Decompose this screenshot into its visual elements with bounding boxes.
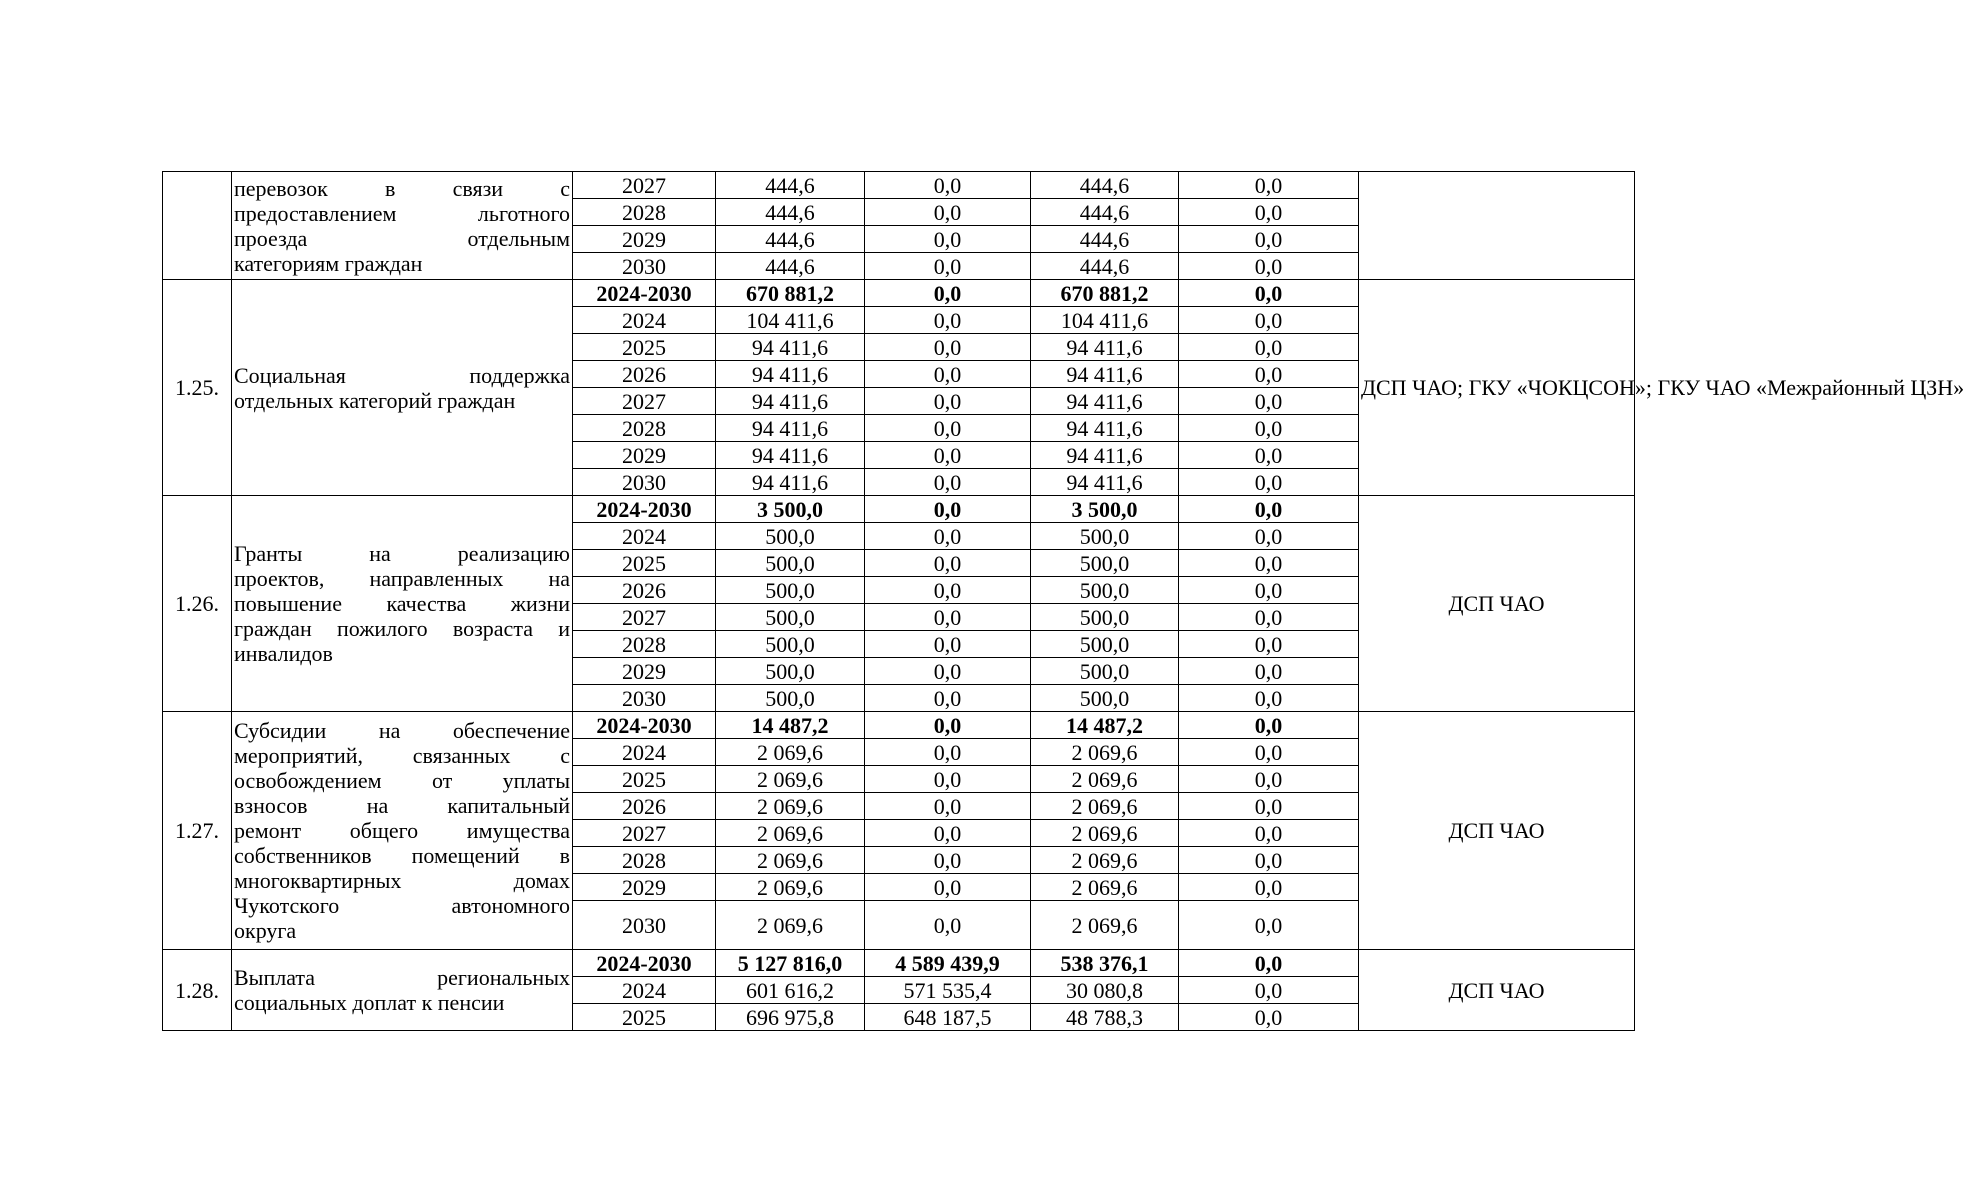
description-line: предоставлением льготного [234,200,570,226]
amount-cell: 2 069,6 [716,874,865,901]
description-line: социальных доплат к пенсии [234,990,505,1015]
amount-cell: 94 411,6 [1031,361,1179,388]
year-cell: 2026 [573,577,716,604]
amount-cell: 0,0 [865,361,1031,388]
year-cell: 2030 [573,685,716,712]
amount-cell: 0,0 [1179,253,1359,280]
amount-cell: 500,0 [716,631,865,658]
amount-cell: 0,0 [865,172,1031,199]
amount-cell: 444,6 [716,172,865,199]
amount-cell: 94 411,6 [716,442,865,469]
amount-cell: 500,0 [1031,523,1179,550]
amount-cell: 0,0 [865,496,1031,523]
year-cell: 2024-2030 [573,950,716,977]
amount-cell: 500,0 [716,523,865,550]
table-row [163,950,1635,977]
amount-cell: 2 069,6 [716,793,865,820]
amount-cell: 0,0 [865,226,1031,253]
amount-cell: 2 069,6 [1031,793,1179,820]
amount-cell: 48 788,3 [1031,1004,1179,1031]
amount-cell: 0,0 [1179,1004,1359,1031]
year-cell: 2030 [573,253,716,280]
amount-cell: 2 069,6 [1031,766,1179,793]
amount-cell: 94 411,6 [716,388,865,415]
responsible-executor: ДСП ЧАО; ГКУ «ЧОКЦСОН»; ГКУ ЧАО «Межрайонный ЦЗН» [1359,280,1635,496]
amount-cell: 0,0 [1179,766,1359,793]
amount-cell: 0,0 [1179,874,1359,901]
amount-cell: 2 069,6 [716,766,865,793]
year-cell: 2030 [573,901,716,950]
budget-table [162,171,1964,1031]
year-cell: 2024 [573,307,716,334]
amount-cell: 0,0 [865,280,1031,307]
item-number [163,172,232,280]
amount-cell: 0,0 [865,793,1031,820]
amount-cell: 0,0 [1179,496,1359,523]
amount-cell: 0,0 [865,847,1031,874]
description-line: мероприятий, связанных с [234,743,570,768]
amount-cell: 2 069,6 [716,901,865,950]
description-line: перевозок в связи с [234,175,570,201]
year-cell: 2025 [573,1004,716,1031]
item-description [232,172,573,280]
item-number: 1.25. [163,280,232,496]
amount-cell: 0,0 [1179,550,1359,577]
amount-cell: 601 616,2 [716,977,865,1004]
amount-cell: 0,0 [865,307,1031,334]
amount-cell: 0,0 [865,334,1031,361]
amount-cell: 0,0 [1179,469,1359,496]
amount-cell: 500,0 [716,658,865,685]
amount-cell: 0,0 [865,766,1031,793]
amount-cell: 94 411,6 [1031,469,1179,496]
amount-cell: 2 069,6 [1031,847,1179,874]
amount-cell: 2 069,6 [1031,739,1179,766]
amount-cell: 3 500,0 [716,496,865,523]
amount-cell: 444,6 [1031,172,1179,199]
year-cell: 2024-2030 [573,712,716,739]
year-cell: 2025 [573,550,716,577]
item-description [232,712,573,950]
year-cell: 2027 [573,172,716,199]
amount-cell: 0,0 [865,469,1031,496]
item-description [232,280,573,496]
year-cell: 2028 [573,415,716,442]
amount-cell: 648 187,5 [865,1004,1031,1031]
responsible-executor: ДСП ЧАО [1359,950,1635,1031]
description-line: многоквартирных домах [234,868,570,893]
year-cell: 2024 [573,739,716,766]
table-row [163,280,1635,307]
amount-cell: 104 411,6 [716,307,865,334]
amount-cell: 0,0 [1179,577,1359,604]
amount-cell: 0,0 [865,901,1031,950]
amount-cell: 0,0 [1179,604,1359,631]
table-row [163,496,1635,523]
item-description [232,950,573,1031]
description-line: Выплата региональных [234,965,570,990]
amount-cell: 0,0 [865,442,1031,469]
amount-cell: 444,6 [716,226,865,253]
amount-cell: 0,0 [1179,361,1359,388]
amount-cell: 0,0 [1179,334,1359,361]
amount-cell: 0,0 [865,523,1031,550]
description-line: проезда отдельным [234,225,570,251]
budget-table-body [163,172,1964,1031]
description-line: взносов на капитальный [234,793,570,818]
description-line: Чукотского автономного [234,893,570,918]
amount-cell: 500,0 [1031,631,1179,658]
description-line: инвалидов [234,641,333,666]
amount-cell: 0,0 [1179,901,1359,950]
amount-cell: 4 589 439,9 [865,950,1031,977]
amount-cell: 0,0 [865,550,1031,577]
description-line: освобождением от уплаты [234,768,570,793]
amount-cell: 0,0 [865,415,1031,442]
amount-cell: 444,6 [716,199,865,226]
amount-cell: 571 535,4 [865,977,1031,1004]
year-cell: 2024-2030 [573,496,716,523]
item-number: 1.26. [163,496,232,712]
amount-cell: 670 881,2 [1031,280,1179,307]
year-cell: 2027 [573,604,716,631]
amount-cell: 0,0 [1179,685,1359,712]
amount-cell: 94 411,6 [1031,415,1179,442]
amount-cell: 0,0 [1179,950,1359,977]
amount-cell: 500,0 [716,604,865,631]
responsible-executor: ДСП ЧАО [1359,712,1635,950]
amount-cell: 500,0 [1031,550,1179,577]
responsible-executor [1359,172,1635,280]
amount-cell: 0,0 [1179,739,1359,766]
amount-cell: 0,0 [865,820,1031,847]
amount-cell: 0,0 [865,712,1031,739]
amount-cell: 0,0 [865,685,1031,712]
amount-cell: 500,0 [716,550,865,577]
amount-cell: 94 411,6 [1031,388,1179,415]
amount-cell: 500,0 [1031,577,1179,604]
year-cell: 2027 [573,388,716,415]
year-cell: 2024-2030 [573,280,716,307]
year-cell: 2029 [573,226,716,253]
amount-cell: 0,0 [865,658,1031,685]
amount-cell: 3 500,0 [1031,496,1179,523]
description-line: отдельных категорий граждан [234,387,516,413]
amount-cell: 94 411,6 [716,361,865,388]
amount-cell: 0,0 [1179,280,1359,307]
responsible-executor: ДСП ЧАО [1359,496,1635,712]
amount-cell: 0,0 [865,388,1031,415]
amount-cell: 0,0 [1179,172,1359,199]
amount-cell: 0,0 [1179,658,1359,685]
amount-cell: 0,0 [865,199,1031,226]
amount-cell: 0,0 [1179,712,1359,739]
year-cell: 2024 [573,523,716,550]
table-row [163,712,1635,739]
amount-cell: 2 069,6 [1031,820,1179,847]
amount-cell: 0,0 [1179,523,1359,550]
amount-cell: 444,6 [1031,199,1179,226]
amount-cell: 0,0 [1179,977,1359,1004]
amount-cell: 500,0 [1031,685,1179,712]
amount-cell: 2 069,6 [1031,874,1179,901]
amount-cell: 0,0 [1179,388,1359,415]
amount-cell: 94 411,6 [716,469,865,496]
year-cell: 2025 [573,766,716,793]
amount-cell: 696 975,8 [716,1004,865,1031]
year-cell: 2029 [573,658,716,685]
amount-cell: 2 069,6 [716,739,865,766]
amount-cell: 14 487,2 [716,712,865,739]
amount-cell: 500,0 [1031,604,1179,631]
year-cell: 2027 [573,820,716,847]
amount-cell: 538 376,1 [1031,950,1179,977]
description-line: округа [234,918,297,943]
year-cell: 2028 [573,847,716,874]
amount-cell: 94 411,6 [1031,442,1179,469]
amount-cell: 2 069,6 [1031,901,1179,950]
amount-cell: 0,0 [1179,631,1359,658]
amount-cell: 2 069,6 [716,820,865,847]
amount-cell: 0,0 [865,577,1031,604]
amount-cell: 0,0 [1179,307,1359,334]
amount-cell: 14 487,2 [1031,712,1179,739]
year-cell: 2028 [573,631,716,658]
amount-cell: 0,0 [1179,199,1359,226]
amount-cell: 500,0 [716,685,865,712]
amount-cell: 0,0 [1179,442,1359,469]
amount-cell: 444,6 [1031,253,1179,280]
year-cell: 2029 [573,874,716,901]
item-number: 1.28. [163,950,232,1031]
description-line: Гранты на реализацию [234,541,570,566]
description-line: категориям граждан [234,250,423,276]
description-line: Социальная поддержка [234,362,570,388]
description-line: повышение качества жизни [234,591,570,616]
amount-cell: 444,6 [1031,226,1179,253]
amount-cell: 670 881,2 [716,280,865,307]
amount-cell: 0,0 [1179,415,1359,442]
year-cell: 2026 [573,361,716,388]
amount-cell: 444,6 [716,253,865,280]
amount-cell: 500,0 [716,577,865,604]
amount-cell: 0,0 [865,631,1031,658]
description-line: граждан пожилого возраста и [234,616,570,641]
item-number: 1.27. [163,712,232,950]
amount-cell: 94 411,6 [716,415,865,442]
description-line: ремонт общего имущества [234,818,570,843]
amount-cell: 0,0 [1179,820,1359,847]
amount-cell: 0,0 [865,874,1031,901]
year-cell: 2026 [573,793,716,820]
amount-cell: 94 411,6 [1031,334,1179,361]
amount-cell: 0,0 [865,253,1031,280]
amount-cell: 94 411,6 [716,334,865,361]
description-line: проектов, направленных на [234,566,570,591]
amount-cell: 30 080,8 [1031,977,1179,1004]
year-cell: 2030 [573,469,716,496]
year-cell: 2024 [573,977,716,1004]
amount-cell: 0,0 [1179,226,1359,253]
amount-cell: 104 411,6 [1031,307,1179,334]
description-line: Субсидии на обеспечение [234,718,570,743]
amount-cell: 500,0 [1031,658,1179,685]
item-description [232,496,573,712]
amount-cell: 2 069,6 [716,847,865,874]
amount-cell: 0,0 [865,604,1031,631]
table-row [163,172,1635,199]
year-cell: 2028 [573,199,716,226]
amount-cell: 0,0 [1179,847,1359,874]
description-line: собственников помещений в [234,843,570,868]
year-cell: 2025 [573,334,716,361]
amount-cell: 0,0 [1179,793,1359,820]
amount-cell: 0,0 [865,739,1031,766]
year-cell: 2029 [573,442,716,469]
amount-cell: 5 127 816,0 [716,950,865,977]
